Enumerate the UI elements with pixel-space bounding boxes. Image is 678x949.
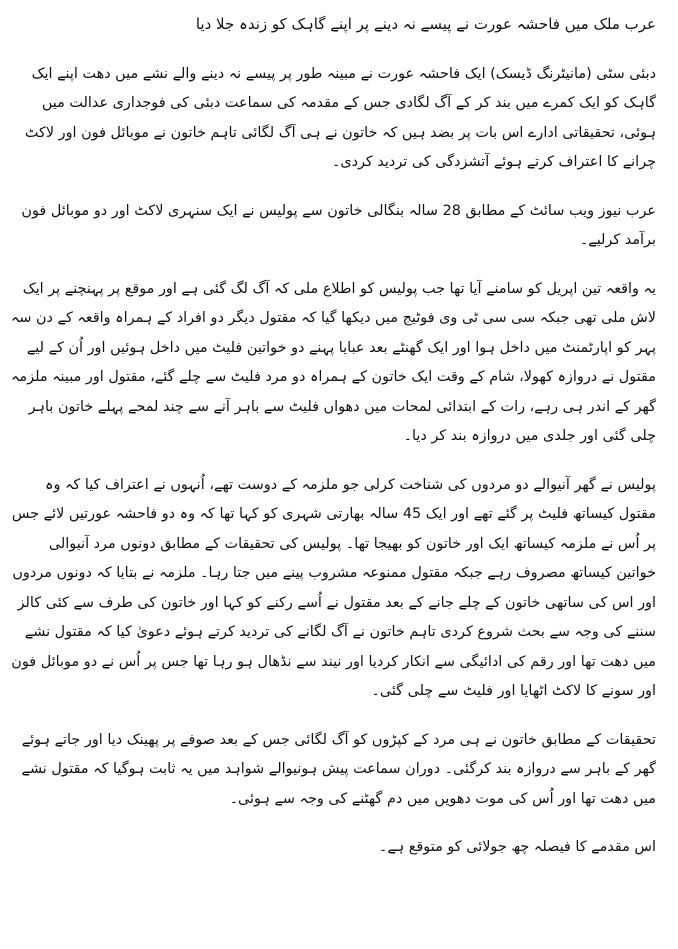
- article-paragraph: پولیس نے گھر آنیوالے دو مردوں کی شناخت کرلی جو ملزمہ کے دوست تھے، اُنہوں نے اعتراف کیا کہ وہ مقتول کیساتھ فلیٹ پر گئے تھے اور ایک 45 سالہ بھارتی شہری کو کہا تھا کہ وہ دو فاحشہ عورتیں لائے جس پر اُس نے ملزمہ کیساتھ ایک اور خاتون کو بھیجا تھا۔ پولیس کی تحقیقات کے مطابق دونوں مرد آنیوالی خواتین کیساتھ مصروف رہے جبکہ مقتول ممنوعہ مشروب پینے میں جتا رہا۔ ملزمہ نے بتایا کہ دونوں مردوں اور اس کی ساتھی خاتون کے چلے جانے کے بعد مقتول نے اُسے رکنے کو کہا اور خاتون کی طرف سے کئی کالز سننے کی وجہ سے بحث شروع کردی تاہم خاتون نے آگ لگانے کی تردید کرتے ہوئے دعویٰ کیا کہ مقتول نشے میں دھت تھا اور رقم کی ادائیگی سے انکار کردیا اور نیند سے نڈھال ہو رہا تھا جس پر اُس نے دو موبائل فون اور سونے کا لاکٹ اٹھایا اور فلیٹ سے چلی گئی۔: [11, 476, 656, 699]
- article-paragraph: اس مقدمے کا فیصلہ چھ جولائی کو متوقع ہے۔: [378, 839, 656, 855]
- article-paragraph: عرب نیوز ویب سائٹ کے مطابق 28 سالہ بنگالی خاتون سے پولیس نے ایک سنہری لاکٹ اور دو موبائل فون برآمد کرلیے۔: [21, 202, 656, 248]
- article-paragraph: یہ واقعہ تین اپریل کو سامنے آیا تھا جب پولیس کو اطلاع ملی کہ آگ لگ گئی ہے اور موقع پر پہنچنے پر ایک لاش ملی تھی جبکہ سی سی ٹی وی فوٹیج میں دیکھا گیا کہ مقتول دیگر دو افراد کے ہمراہ واقعہ کے دن سہ پہر کو اپارٹمنٹ میں داخل ہوا اور ایک گھنٹے بعد عبایا پہنے دو خواتین فلیٹ میں داخل ہوئیں اور اُن کے لیے مقتول نے دروازہ کھولا، شام کے وقت ایک خاتون کے ہمراہ دو مرد فلیٹ سے چلے گئے، مقتول اور مبینہ ملزمہ گھر کے اندر ہی رہے، رات کے ابتدائی لمحات میں دھواں فلیٹ سے باہر آنے سے چند لمحے پہلے خاتون باہر چلی گئی اور جلدی میں دروازہ بند کر دیا۔: [10, 280, 656, 444]
- article-paragraph: تحقیقات کے مطابق خاتون نے ہی مرد کے کپڑوں کو آگ لگائی جس کے بعد صوفے پر پھینک دیا اور جاتے ہوئے گھر کے باہر سے دروازہ بند کرگئی۔ دوران سماعت پیش ہونیوالے شواہد میں یہ ثابت ہوگیا کہ مقتول نشے میں دھت تھا اور اُس کی موت دھویں میں دم گھٹنے کی وجہ سے ہوئی۔: [21, 731, 656, 807]
- article-title: عرب ملک میں فاحشہ عورت نے پیسے نہ دینے پر اپنے گاہک کو زندہ جلا دیا: [195, 15, 656, 33]
- article-paragraph: دبئی سٹی (مانیٹرنگ ڈیسک) ایک فاحشہ عورت نے مبینہ طور پر پیسے نہ دینے والے نشے میں دھت اپنے ایک گاہک کو ایک کمرے میں بند کر کے آگ لگادی جس کے مقدمہ کی سماعت دبئی کی فوجداری عدالت میں ہوئی، تحقیقاتی ادارے اس بات پر بضد ہیں کہ خاتون نے ہی آگ لگائی تاہم خاتون نے موبائل فون اور لاکٹ چرانے کا اعتراف کرتے ہوئے آتشزدگی کی تردید کردی۔: [24, 65, 656, 170]
